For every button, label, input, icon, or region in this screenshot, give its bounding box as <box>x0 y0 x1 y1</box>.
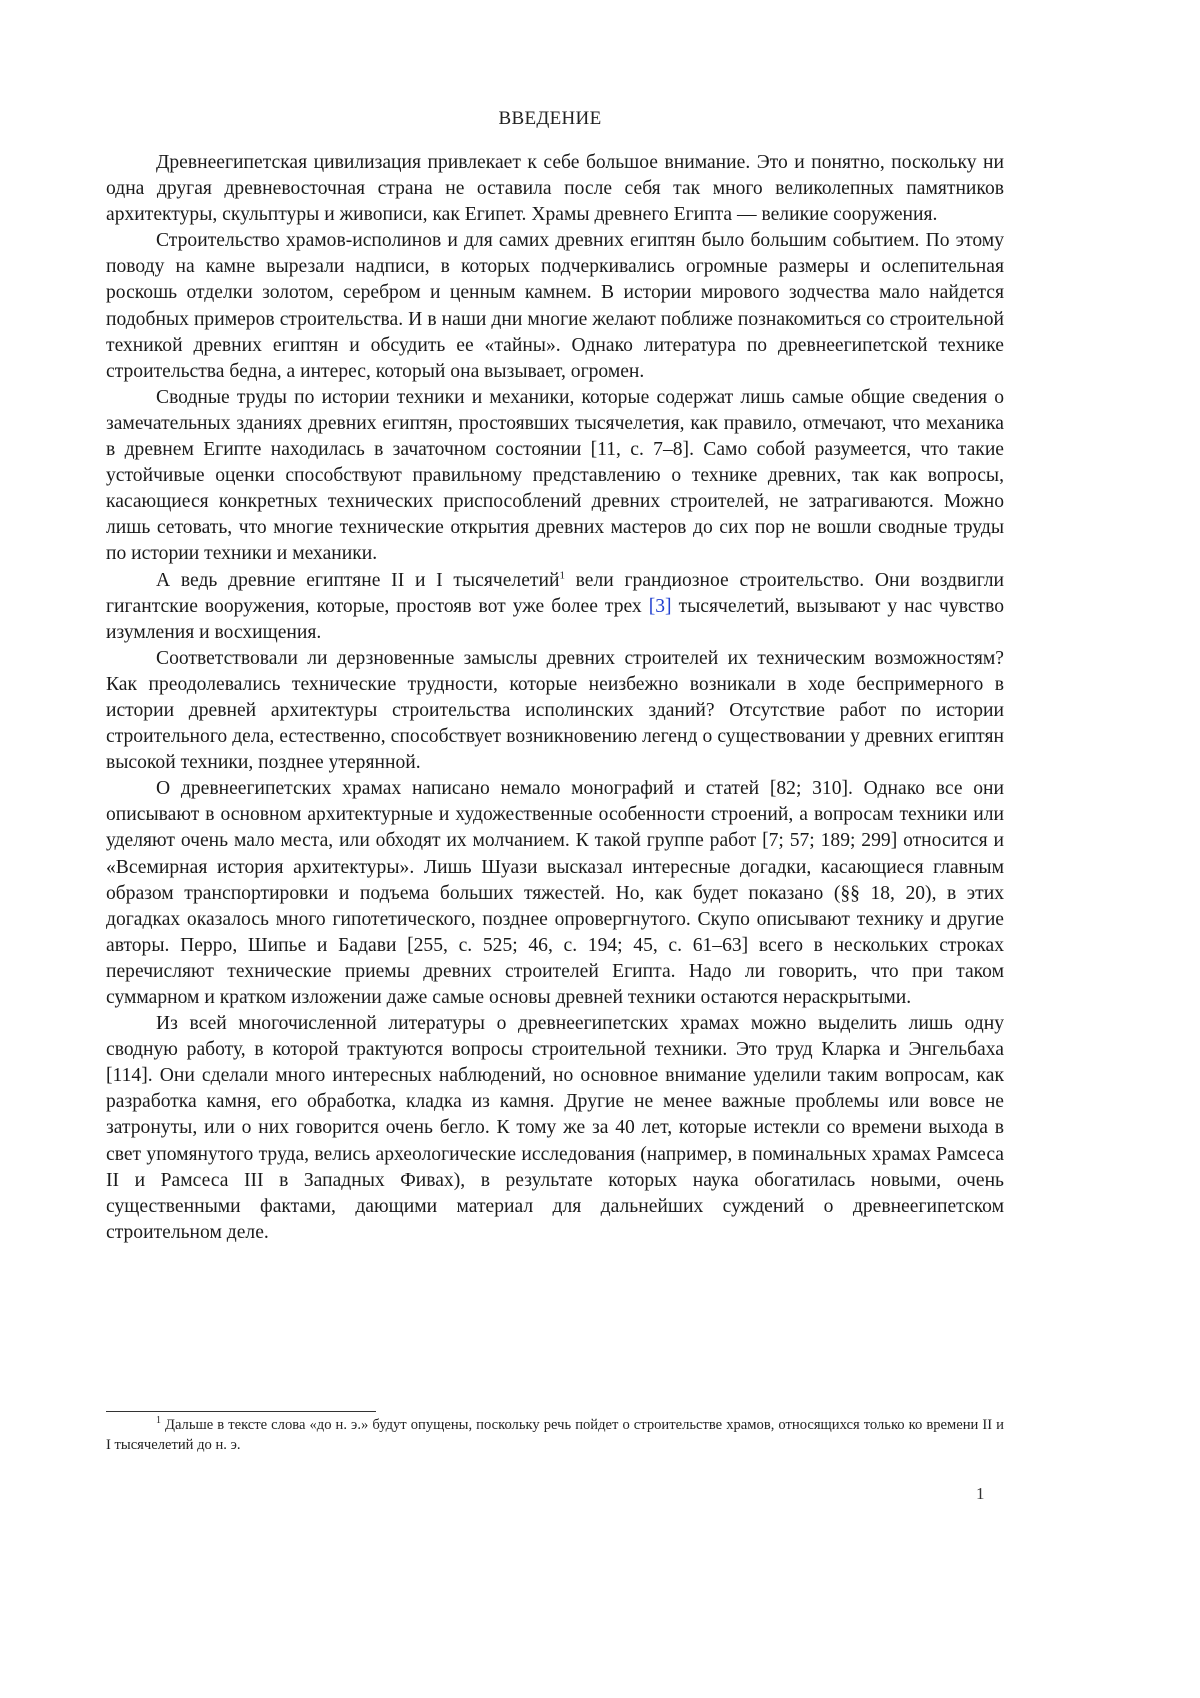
footnote <box>106 1415 1004 1455</box>
paragraph-5: Соответствовали ли дерзновенные замыслы древних строителей их техническим возможностям? Как преодолевались технические трудности, которые неизбежно возникали в ходе беспримерного в истории древней архитектуры строительства исполинских зданий? Отсутствие работ по истории строительного дела, естественно, способствует возникновению легенд о существовании у древних египтян высокой техники, позднее утерянной. <box>106 647 1004 774</box>
footnote-divider <box>106 1411 376 1412</box>
footnote-reference[interactable]: 1 <box>559 568 565 581</box>
paragraph-4 <box>106 568 1004 646</box>
citation-link[interactable]: [3] <box>648 595 672 617</box>
paragraph-4-text-end: тысячелетий, вызывают у нас чувство изумления и восхищения. <box>106 595 1004 643</box>
page-number: 1 <box>976 1484 985 1503</box>
paragraph-4-text-start: А ведь древние египтяне II и I тысячелетий <box>156 569 560 591</box>
paragraph-2: Строительство храмов-исполинов и для самих древних египтян было большим событием. По этому поводу на камне вырезали надписи, в которых подчеркивались огромные размеры и ослепительная роскошь отделки золотом, серебром и ценным камнем. В истории мирового зодчества мало найдется подобных примеров строительства. И в наши дни многие желают поближе познакомиться со строительной техникой древних египтян и обсудить ее «тайны». Однако литература по древнеегипетской технике строительства бедна, а интерес, который она вызывает, огромен. <box>106 230 1004 382</box>
paragraph-3: Сводные труды по истории техники и механики, которые содержат лишь самые общие сведения о замечательных зданиях древних египтян, простоявших тысячелетия, как правило, отмечают, что механика в древнем Египте находилась в зачаточном состоянии [11, с. 7–8]. Само собой разумеется, что такие устойчивые оценки способствуют правильному представлению о технике древних, так как вопросы, касающиеся конкретных технических приспособлений древних строителей, не затрагиваются. Можно лишь сетовать, что многие технические открытия древних мастеров до сих пор не вошли сводные труды по истории техники и механики. <box>106 386 1004 565</box>
paragraph-1: Древнеегипетская цивилизация привлекает к себе большое внимание. Это и понятно, поскольку ни одна другая древневосточная страна не оставила после себя так много великолепных памятников архитектуры, скульптуры и живописи, как Египет. Храмы древнего Египта — великие сооружения. <box>106 152 1004 226</box>
page-title: ВВЕДЕНИЕ <box>498 108 602 129</box>
footnote-text: Дальше в тексте слова «до н. э.» будут опущены, поскольку речь пойдет о строительстве храмов, относящихся только ко времени II и I тысячелетий до н. э. <box>106 1417 1004 1453</box>
paragraph-4-text-middle: вели грандиозное строительство. Они воздвигли гигантские вооружения, которые, простояв вот уже более трех <box>106 569 1005 617</box>
paragraph-7: Из всей многочисленной литературы о древнеегипетских храмах можно выделить лишь одну сводную работу, в которой трактуются вопросы строительной техники. Это труд Кларка и Энгельбаха [114]. Они сделали много интересных наблюдений, но основное внимание уделили таким вопросам, как разработка камня, его обработка, кладка из камня. Другие не менее важные проблемы или вовсе не затронуты, или о них говорится очень бегло. К тому же за 40 лет, которые истекли со времени выхода в свет упомянутого труда, велись археологические исследования (например, в поминальных храмах Рамсеса II и Рамсеса III в Западных Фивах), в результате которых наука обогатилась новыми, очень существенными фактами, дающими материал для дальнейших суждений о древнеегипетском строительном деле. <box>106 1013 1004 1243</box>
paragraph-6: О древнеегипетских храмах написано немало монографий и статей [82; 310]. Однако все они описывают в основном архитектурные и художественные особенности строений, а вопросам техники или уделяют очень мало места, или обходят их молчанием. К такой группе работ [7; 57; 189; 299] относится и «Всемирная история архитектуры». Лишь Шуази высказал интересные догадки, касающиеся главным образом транспортировки и подъема больших тяжестей. Но, как будет показано (§§ 18, 20), в этих догадках оказалось много гипотетического, позднее опровергнутого. Скупо описывают технику и другие авторы. Перро, Шипье и Бадави [255, с. 525; 46, с. 194; 45, с. 61–63] всего в нескольких строках перечисляют технические приемы древних строителей Египта. Надо ли говорить, что при таком суммарном и кратком изложении даже самые основы древней техники остаются нераскрытыми. <box>106 778 1004 1008</box>
footnote-mark: 1 <box>156 1415 161 1427</box>
body-text <box>106 150 1004 1246</box>
